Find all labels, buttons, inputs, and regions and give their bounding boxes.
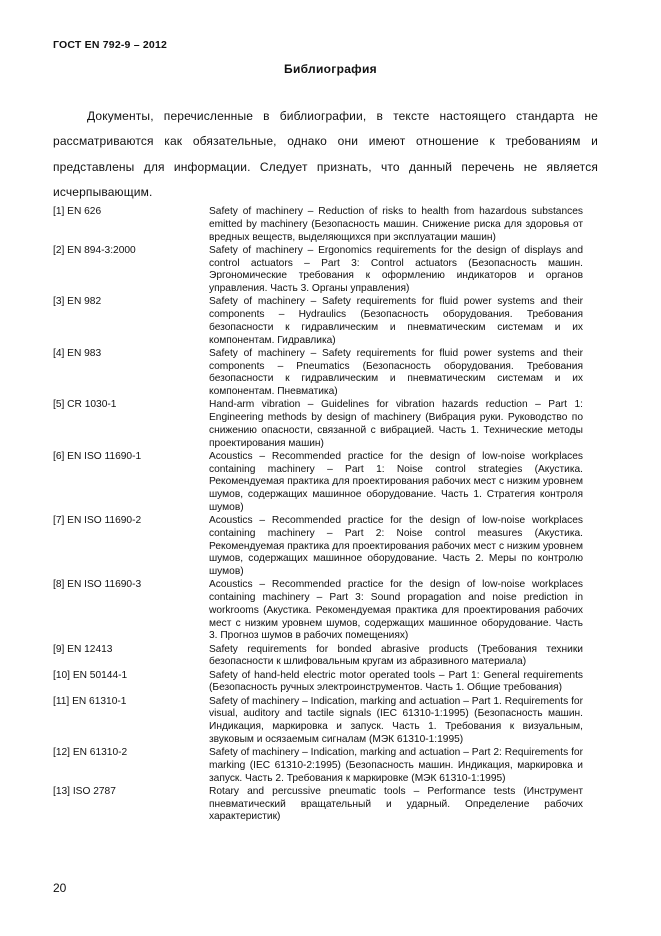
bibliography-entry <box>53 296 598 347</box>
entry-reference: [6] EN ISO 11690-1 <box>53 450 142 462</box>
entry-description: Hand-arm vibration – Guidelines for vibration hazards reduction – Part 1: Engineering methods by design of machinery (Вибрация руки. Руководство по снижению опасности, связанной с вибрацией. Часть 1. Технические методы проектирования машин) <box>209 399 583 449</box>
entry-description: Acoustics – Recommended practice for the design of low-noise workplaces containing machinery – Part 2: Noise control measures (Акустика. Рекомендуемая практика для проектирования рабочих мест с низким уровнем шумов, содержащих машинное оборудование. Часть 2. Меры по контролю шумов) <box>209 515 583 577</box>
entry-description: Safety of machinery – Safety requirements for fluid power systems and their components – Hydraulics (Безопасность оборудования. Требования безопасности к гидравлическим и пневматическим системам и их компонентам. Гидравлика) <box>209 296 583 346</box>
entry-reference: [3] EN 982 <box>53 296 102 308</box>
bibliography-entry <box>53 747 598 785</box>
bibliography-entry <box>53 670 598 696</box>
page-title: Библиография <box>284 62 377 76</box>
bibliography-entry <box>53 515 598 579</box>
entry-reference: [10] EN 50144-1 <box>53 669 128 681</box>
entry-reference: [2] EN 894-3:2000 <box>53 244 136 256</box>
entry-description: Acoustics – Recommended practice for the design of low-noise workplaces containing machinery – Part 1: Noise control strategies (Акустика. Рекомендуемая практика для проектирования рабочих мест с низким уровнем шумов, содержащих машинное оборудование. Часть 1. Стратегия контроля шумов) <box>209 450 583 513</box>
bibliography-entry <box>53 348 598 399</box>
entry-reference: [7] EN ISO 11690-2 <box>53 515 142 526</box>
entry-reference: [11] EN 61310-1 <box>53 695 127 707</box>
entry-description: Safety requirements for bonded abrasive products (Требования техники безопасности к шлифовальным кругам из абразивного материала) <box>209 643 583 668</box>
bibliography-entry <box>53 206 598 244</box>
intro-paragraph <box>53 104 598 205</box>
entry-reference: [4] EN 983 <box>53 347 102 359</box>
entry-reference: [9] EN 12413 <box>53 643 113 655</box>
entry-description: Safety of machinery – Ergonomics requirements for the design of displays and control actuators – Part 3: Control actuators (Безопасность машин. Эргономические требования к оформлению индикаторов и органов управления. Часть 3. Органы управления) <box>209 244 583 294</box>
entry-reference: [12] EN 61310-2 <box>53 747 128 758</box>
entry-description: Safety of machinery – Indication, marking and actuation – Part 2: Requirements for marking (IEC 61310-2:1995) (Безопасность машин. Индикация, маркировка и запуск. Часть 2. Требования к маркировке (МЭК 61310-1:1995) <box>209 747 583 784</box>
page-number: 20 <box>53 881 67 895</box>
entry-description: Rotary and percussive pneumatic tools – Performance tests (Инструмент пневматический вращательный и ударный. Определение рабочих характеристик) <box>209 785 583 823</box>
bibliography-entry <box>53 399 598 450</box>
entry-description: Safety of machinery – Indication, marking and actuation – Part 1. Requirements for visual, auditory and tactile signals (IEC 61310-1:1995) (Безопасность машин. Индикация, маркировка и запуск. Часть 1. Требования к визуальным, звуковым и осязаемым сигналам (МЭК 61310-1:1995) <box>209 695 583 745</box>
entry-description: Acoustics – Recommended practice for the design of low-noise workplaces containing machinery – Part 3: Sound propagation and noise prediction in workrooms (Акустика. Рекомендуемая практика для проектирования рабочих мест с низким уровнем шумов, содержащих машинное оборудование. Часть 3. Прогноз шумов в рабочих помещениях) <box>209 579 583 642</box>
entry-reference: [13] ISO 2787 <box>53 785 116 797</box>
document-code: ГОСТ EN 792-9 – 2012 <box>53 39 168 51</box>
entry-reference: [1] EN 626 <box>53 206 102 217</box>
intro-text: Документы, перечисленные в библиографии, в тексте настоящего стандарта не рассматриваются как обязательные, однако они имеют отношение к требованиям и представлены для информации. Следует признать, что данный перечень не является исчерпывающим. <box>53 109 598 199</box>
entry-reference: [8] EN ISO 11690-3 <box>53 579 142 591</box>
bibliography-entry <box>53 786 598 824</box>
bibliography-list <box>53 206 598 825</box>
bibliography-entry <box>53 696 598 747</box>
bibliography-entry <box>53 644 598 670</box>
bibliography-entry <box>53 245 598 296</box>
entry-reference: [5] CR 1030-1 <box>53 399 117 411</box>
bibliography-entry <box>53 451 598 515</box>
bibliography-entry <box>53 579 598 643</box>
entry-description: Safety of machinery – Reduction of risks to health from hazardous substances emitted by machinery (Безопасность машин. Снижение риска для здоровья от вредных веществ, выделяющихся при эксплуатации машин) <box>209 206 583 243</box>
entry-description: Safety of machinery – Safety requirements for fluid power systems and their components – Pneumatics (Безопасность оборудования. Требования безопасности к гидравлическим и пневматическим системам и их компонентам. Пневматика) <box>209 347 583 397</box>
entry-description: Safety of hand-held electric motor operated tools – Part 1: General requirements (Безопасность ручных электроинструментов. Часть 1. Общие требования) <box>209 669 583 694</box>
